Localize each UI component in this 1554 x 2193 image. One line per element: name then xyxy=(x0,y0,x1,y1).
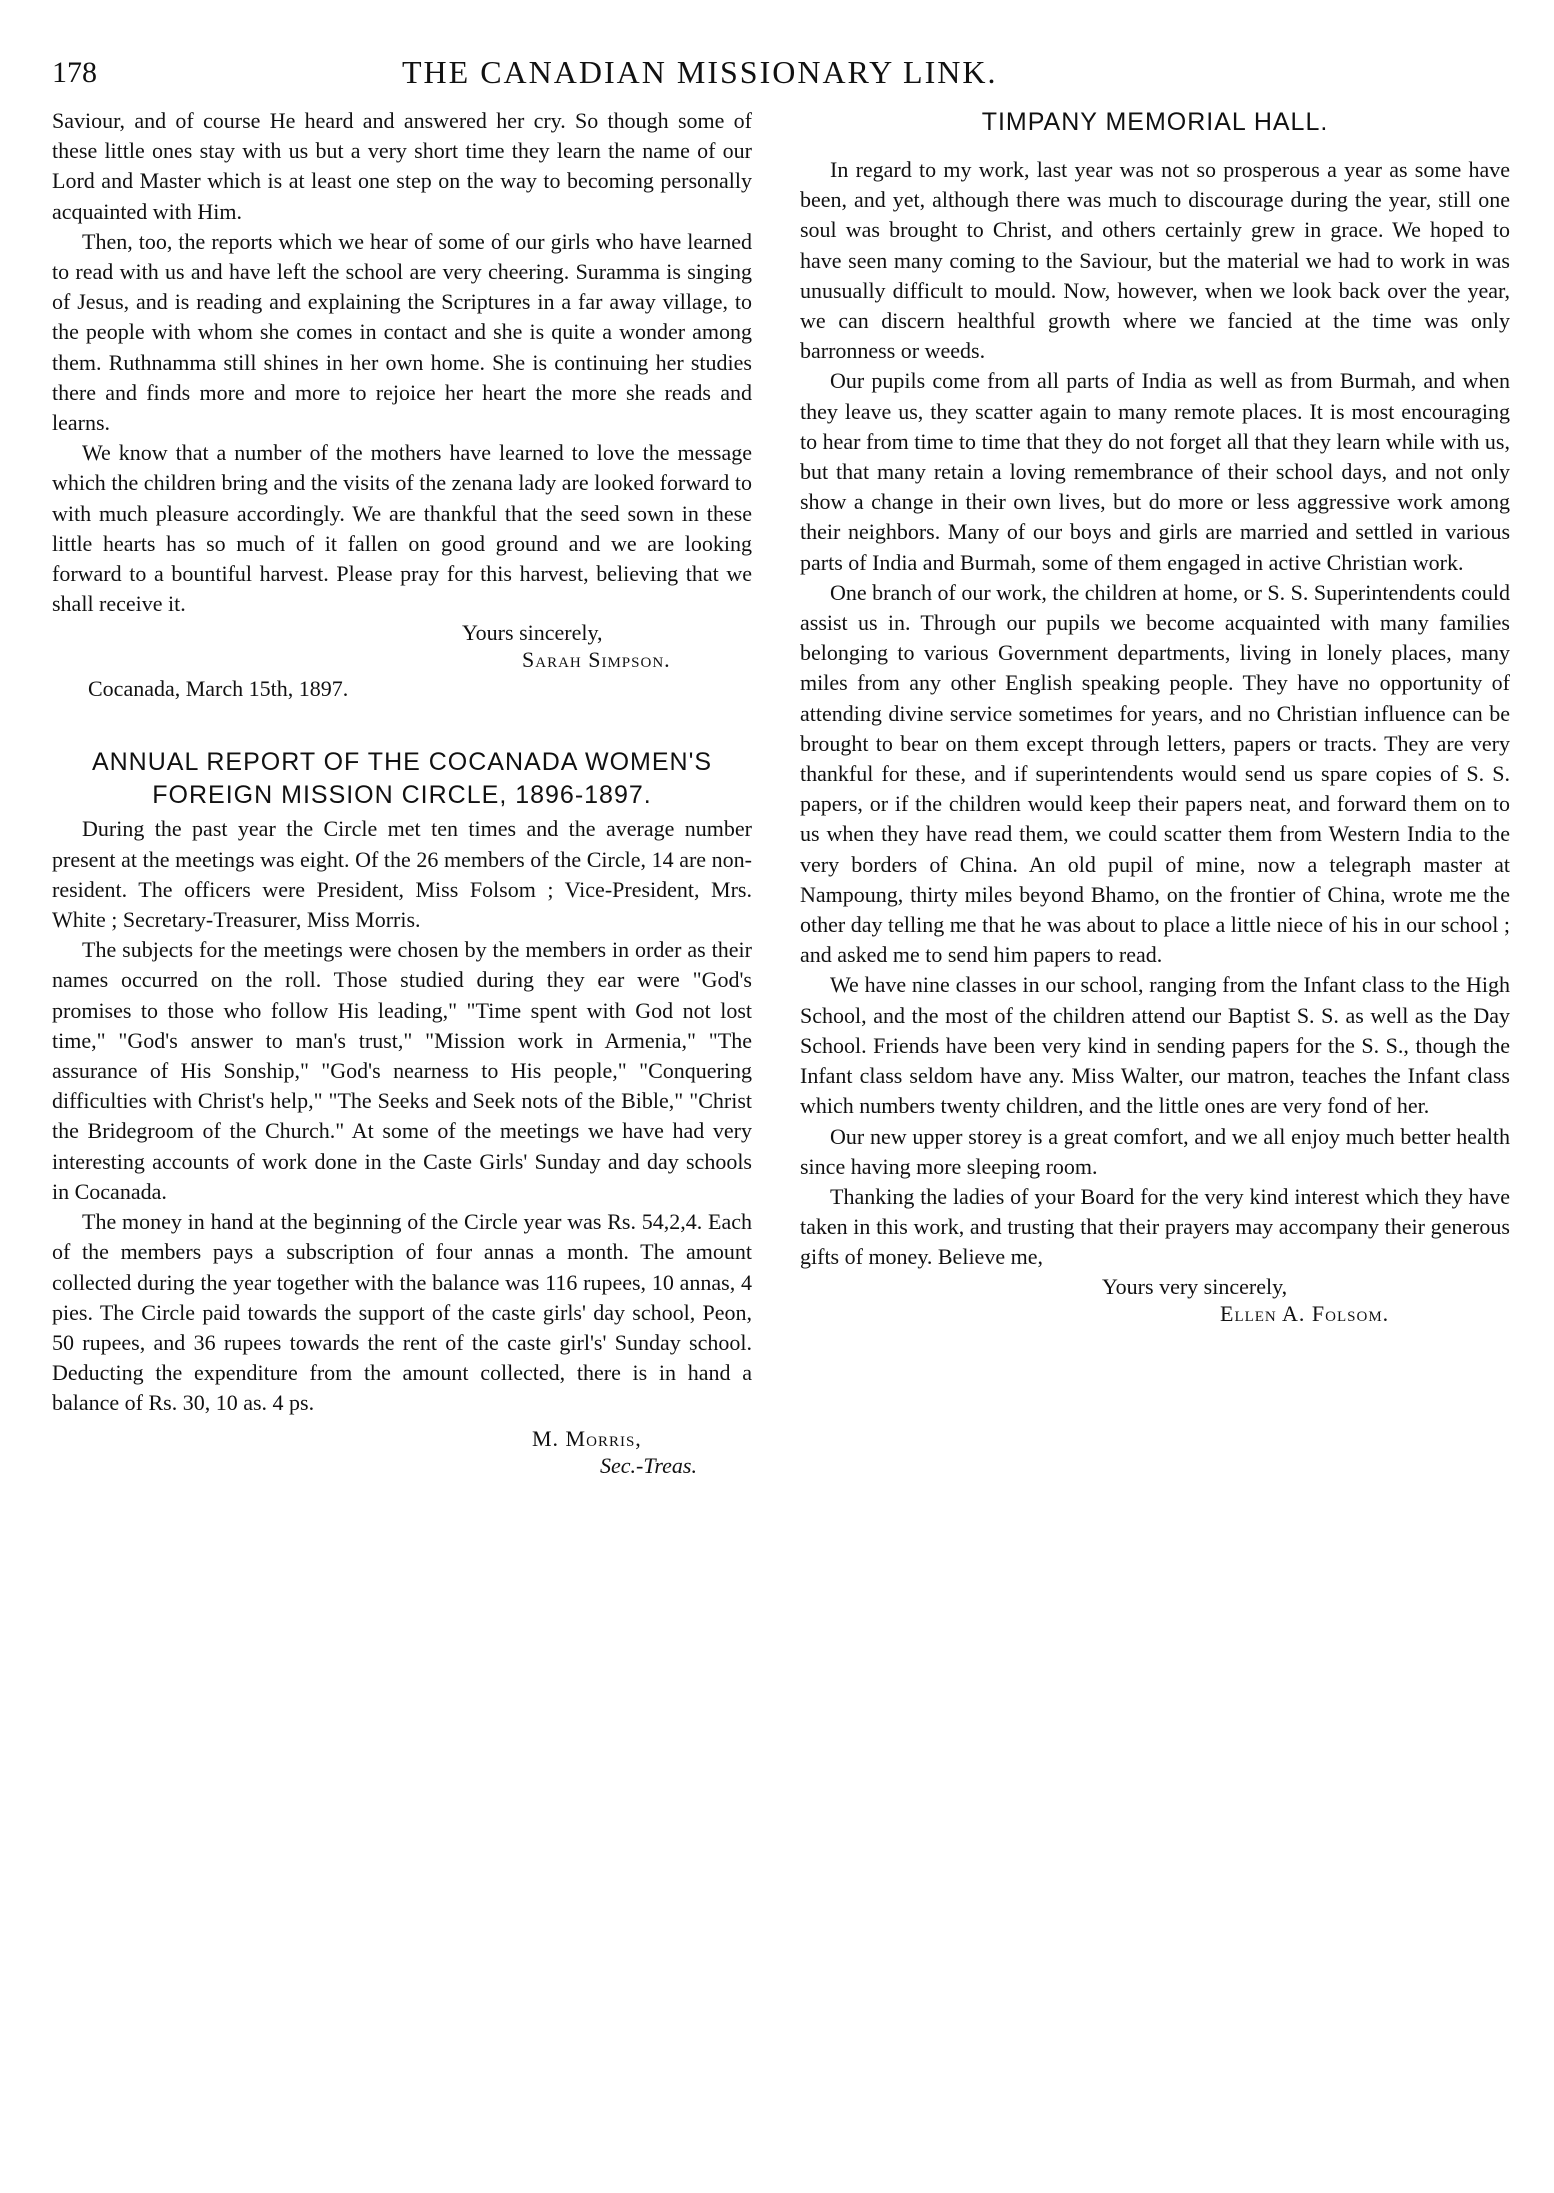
paragraph: Then, too, the reports which we hear of some of our girls who have learned to read with us and have left the school are very cheering. Surammа is singing of Jesus, and is reading and explaining the Scriptures in a far away village, to the people with whom she comes in contact and she is quite a wonder among them. Ruthnamma still shines in her own home. She is continuing her studies there and finds more and more to rejoice her heart the more she reads and learns. xyxy=(52,228,752,436)
paragraph: During the past year the Circle met ten times and the average number present at the meetings was eight. Of the 26 members of the Circle, 14 are non-resident. The officers were President, Miss Folsom ; Vice-President, Mrs. White ; Secretary-Treasurer, Miss Morris. xyxy=(52,816,752,933)
report-signature-block xyxy=(52,1425,752,1479)
letter-signature-block xyxy=(52,619,752,702)
article-heading: TIMPANY MEMORIAL HALL. xyxy=(981,108,1329,136)
letter-signature-block xyxy=(800,1273,1510,1327)
paragraph: In regard to my work, last year was not so prosperous a year as some have been, and yet, although there was much to discourage during the year, still one soul was brought to Christ, and others certainly grew in grace. We hoped to have seen many coming to the Saviour, but the material we had to work in was unusually difficult to mould. Now, however, when we look back over the year, we can discern healthful growth where we fancied at the time was only barronness or weeds. xyxy=(800,157,1510,364)
paragraph: Saviour, and of course He heard and answered her cry. So though some of these little ones stay with us but a very short time they learn the name of our Lord and Master which is at least one step on the way to becoming personally acquainted with Him. xyxy=(52,108,752,224)
paragraph: The money in hand at the beginning of the Circle year was Rs. 54,2,4. Each of the members pays a subscription of four annas a month. The amount collected during the year together with the balance was 116 rupees, 10 annas, 4 pies. The Circle paid towards the support of the caste girls' day school, Peon, 50 rupees, and 36 rupees towards the rent of the caste girl's' Sunday school. Deducting the expenditure from the amount collected, there is in hand a balance of Rs. 30, 10 as. 4 ps. xyxy=(52,1209,752,1416)
report-heading-line: ANNUAL REPORT OF THE COCANADA WOMEN'S xyxy=(91,748,713,777)
letter-signature: Sarah Simpson. xyxy=(522,647,671,673)
page-header xyxy=(52,50,1512,106)
paragraph: Thanking the ladies of your Board for the very kind interest which they have taken in this work, and trusting that their prayers may accompany their generous gifts of money. Believe me, xyxy=(800,1183,1510,1270)
paragraph: The subjects for the meetings were chosen by the members in order as their names occurred on the roll. Those studied during they ear were "God's promises to those who follow His leading," "Time spent with God not lost time," "God's answer to man's trust," "Mission work in Armenia," "The assurance of His Sonship," "God's nearness to His people," "Conquering difficulties with Christ's help," "The Seeks and Seek nots of the Bible," "Christ the Bridegroom of the Church." At some of the meetings we have had very interesting accounts of work done in the Caste Girls' Sunday and day schools in Cocanada. xyxy=(52,937,752,1204)
letter-signature: Ellen A. Folsom. xyxy=(1220,1300,1390,1326)
letter-closing: Yours very sincerely, xyxy=(1102,1273,1288,1299)
report-heading-line: FOREIGN MISSION CIRCLE, 1896-1897. xyxy=(152,781,652,810)
letter-closing: Yours sincerely, xyxy=(462,620,603,646)
paragraph: We have nine classes in our school, ranging from the Infant class to the High School, and the most of the children attend our Baptist S. S. as well as the Day School. Friends have been very kind in sending papers for the S. S., though the Infant class seldom have any. Miss Walter, our matron, teaches the Infant class which numbers twenty children, and the little ones are very fond of her. xyxy=(800,972,1510,1119)
right-column xyxy=(800,106,1510,1327)
page-number: 178 xyxy=(52,56,97,89)
paragraph: Our pupils come from all parts of India as well as from Burmah, and when they leave us, they scatter again to many remote places. It is most encouraging to hear from time to time that they do not forget all that they learn while with us, but that many retain a loving remembrance of their school days, and not only show a change in their own lives, but do more or less aggressive work among their neighbors. Many of our boys and girls are married and settled in various parts of India and Burmah, some of them engaged in active Christian work. xyxy=(800,368,1510,575)
paragraph: One branch of our work, the children at home, or S. S. Superintendents could assist us in. Through our pupils we become acquainted with many families belonging to various Government departments, living in lonely places, many miles from any other English speaking people. They have no opportunity of attending divine service sometimes for years, and no Christian influence can be brought to bear on them except through letters, papers or tracts. They are very thankful for these, and if superintendents would send us spare copies of S. S. papers, or if the children would keep their papers neat, and forward them on to us when they have read them, we could scatter them from Western India to the very borders of China. An old pupil of mine, now a telegraph master at Nampoung, thirty miles beyond Bhamo, on the frontier of China, wrote me the other day telling me that he was about to place a little niece of his in our school ; and asked me to send him papers to read. xyxy=(800,579,1511,968)
report-signature: M. Morris, xyxy=(532,1425,642,1451)
paragraph: We know that a number of the mothers have learned to love the message which the children bring and the visits of the zenana lady are looked forward to with much pleasure accordingly. We are thankful that the seed sown in these little hearts has so much of it fallen on good ground and we are looking forward to a bountiful harvest. Please pray for this harvest, believing that we shall receive it. xyxy=(52,440,752,617)
report-signature-title: Sec.-Treas. xyxy=(600,1452,697,1478)
left-column xyxy=(52,106,752,1479)
report-heading xyxy=(52,746,752,812)
letter-place-date: Cocanada, March 15th, 1897. xyxy=(88,676,349,702)
running-title: THE CANADIAN MISSIONARY LINK. xyxy=(402,54,998,90)
paragraph: Our new upper storey is a great comfort, and we all enjoy much better health since having more sleeping room. xyxy=(800,1123,1510,1179)
